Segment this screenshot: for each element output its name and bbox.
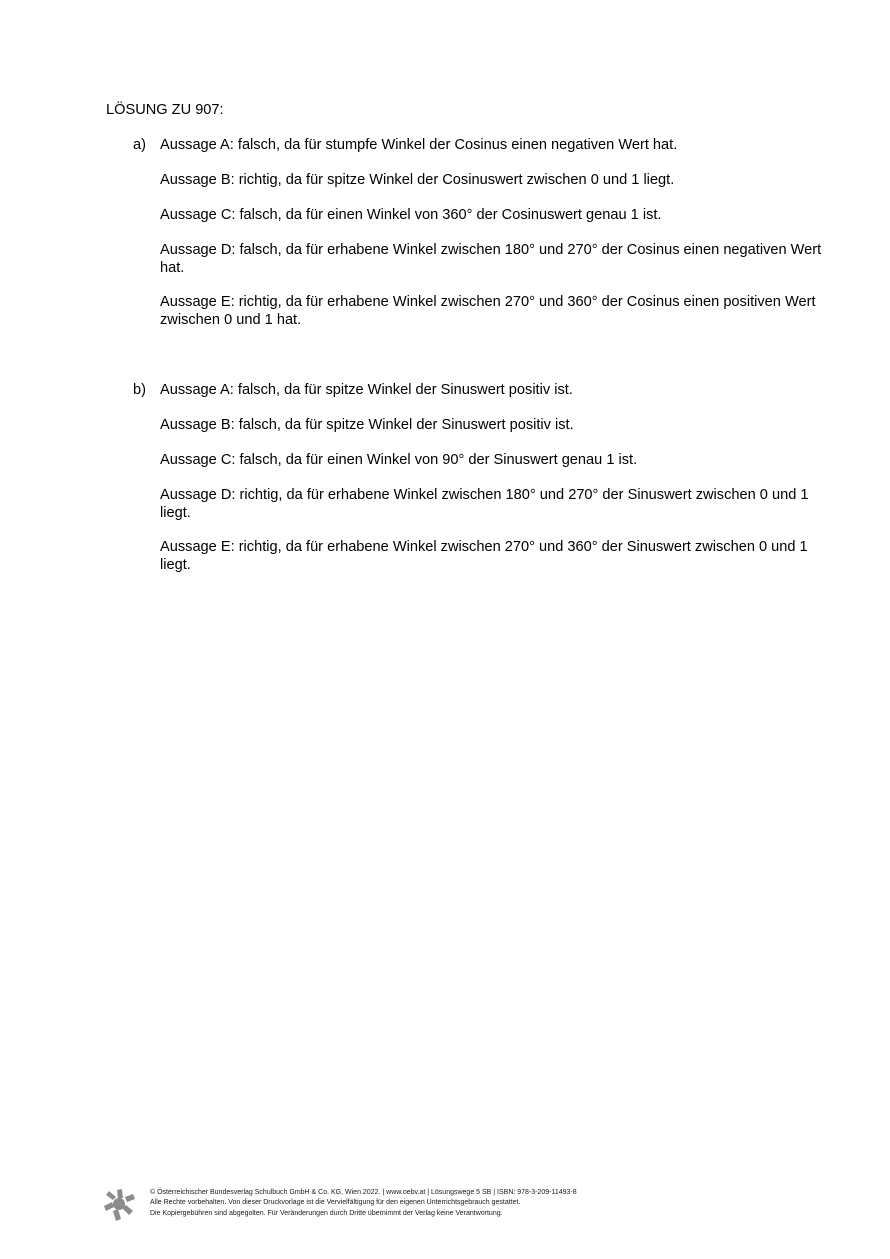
footer-disclaimer: Die Kopiergebühren sind abgegolten. Für Veränderungen durch Dritte übernimmt der Verlag keine Verantwortung. xyxy=(150,1209,503,1217)
footer-text xyxy=(150,1188,577,1219)
statement-b-D: Aussage D: richtig, da für erhabene Winkel zwischen 180° und 270° der Sinuswert zwischen 0 und 1 liegt. xyxy=(160,487,809,521)
footer xyxy=(104,1188,744,1224)
footer-copyright: © Österreichischer Bundesverlag Schulbuch GmbH & Co. KG, Wien 2022. | www.oebv.at | Lösungswege 5 SB | ISBN: 978-3-209-11493-8 xyxy=(150,1189,577,1196)
section-label: a) xyxy=(133,137,146,153)
statement-a-C: Aussage C: falsch, da für einen Winkel von 360° der Cosinuswert genau 1 ist. xyxy=(160,207,662,223)
statement-b-E: Aussage E: richtig, da für erhabene Winkel zwischen 270° und 360° der Sinuswert zwischen 0 und 1 liegt. xyxy=(160,539,808,573)
statement-a-A: Aussage A: falsch, da für stumpfe Winkel der Cosinus einen negativen Wert hat. xyxy=(160,137,678,153)
section-label: b) xyxy=(133,382,146,398)
statement-a-D: Aussage D: falsch, da für erhabene Winkel zwischen 180° und 270° der Cosinus einen negativen Wert hat. xyxy=(160,242,822,276)
asterisk-logo-icon xyxy=(104,1189,136,1221)
statement-a-E: Aussage E: richtig, da für erhabene Winkel zwischen 270° und 360° der Cosinus einen positiven Wert zwischen 0 und 1 hat. xyxy=(160,294,816,328)
statement-a-B: Aussage B: richtig, da für spitze Winkel der Cosinuswert zwischen 0 und 1 liegt. xyxy=(160,172,675,188)
statement-b-B: Aussage B: falsch, da für spitze Winkel der Sinuswert positiv ist. xyxy=(160,417,574,433)
statement-b-A: Aussage A: falsch, da für spitze Winkel der Sinuswert positiv ist. xyxy=(160,382,573,398)
statement-b-C: Aussage C: falsch, da für einen Winkel von 90° der Sinuswert genau 1 ist. xyxy=(160,452,638,468)
footer-rights: Alle Rechte vorbehalten. Von dieser Druckvorlage ist die Vervielfältigung für den eigenen Unterrichtsgebrauch gestattet. xyxy=(150,1199,521,1207)
page-title: LÖSUNG ZU 907: xyxy=(106,102,224,118)
